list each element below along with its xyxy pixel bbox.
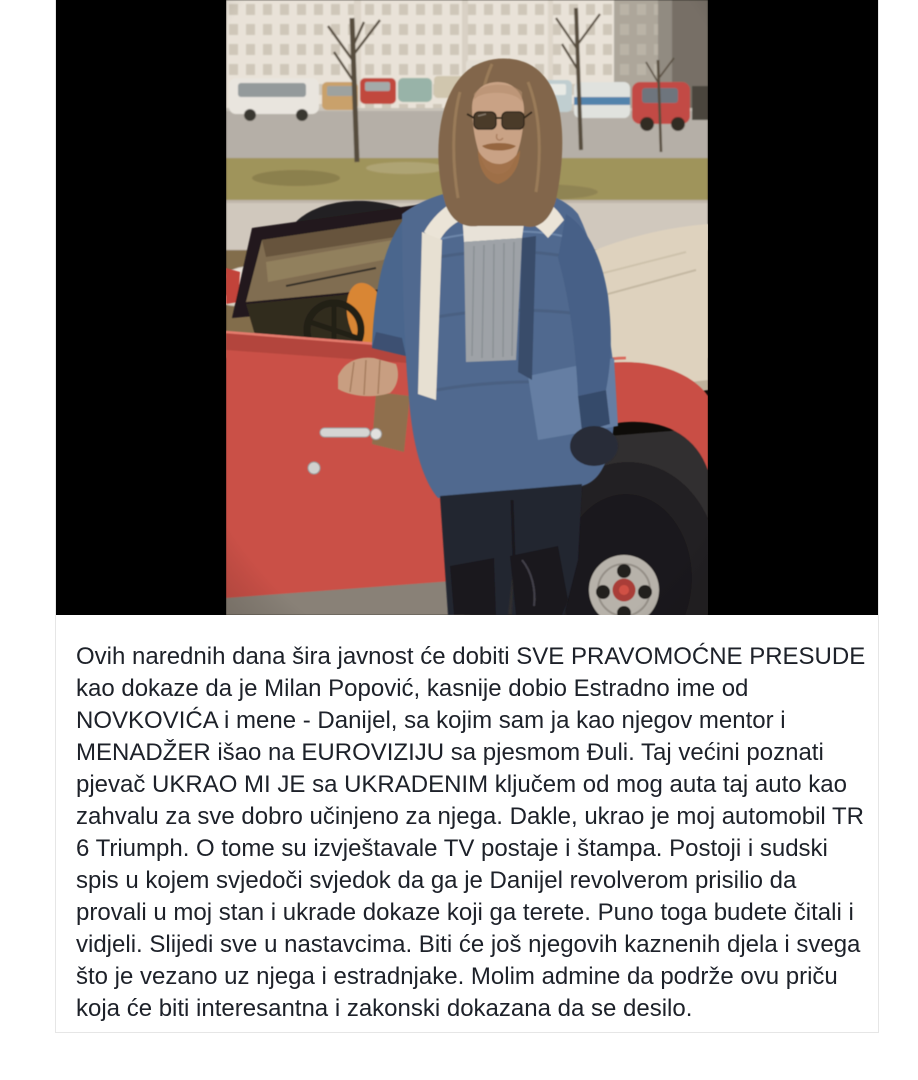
- vignette-overlay: [226, 0, 708, 615]
- post-body-text: Ovih narednih dana šira javnost će dobiti SVE PRAVOMOĆNE PRESUDE kao dokaze da je Milan Popović, kasnije dobio Estradno ime od NOVKOVIĆA i mene - Danijel, sa kojim sam ja kao njegov mentor i MENADŽER išao na EUROVIZIJU sa pjesmom Đuli. Taj većini poznati pjevač UKRAO MI JE sa UKRADENIM ključem od mog auta taj auto kao zahvalu za sve dobro učinjeno za njega. Dakle, ukrao je moj automobil TR 6 Triumph. O tome su izvještavale TV postaje i štampa. Postoji i sudski spis u kojem svjedoči svjedok da ga je Danijel revolverom prisilio da provali u moj stan i ukrade dokaze koji ga terete. Puno toga budete čitali i vidjeli. Slijedi sve u nastavcima. Biti će još njegovih kaznenih djela i svega što je vezano uz njega i estradnjake. Molim admine da podrže ovu priču koja će biti interesantna i zakonski dokazana da se desilo.: [76, 643, 866, 1022]
- post-body: [56, 615, 878, 1032]
- post-photo[interactable]: [56, 0, 878, 615]
- post-card: [55, 0, 879, 1033]
- photo-illustration: [226, 0, 708, 615]
